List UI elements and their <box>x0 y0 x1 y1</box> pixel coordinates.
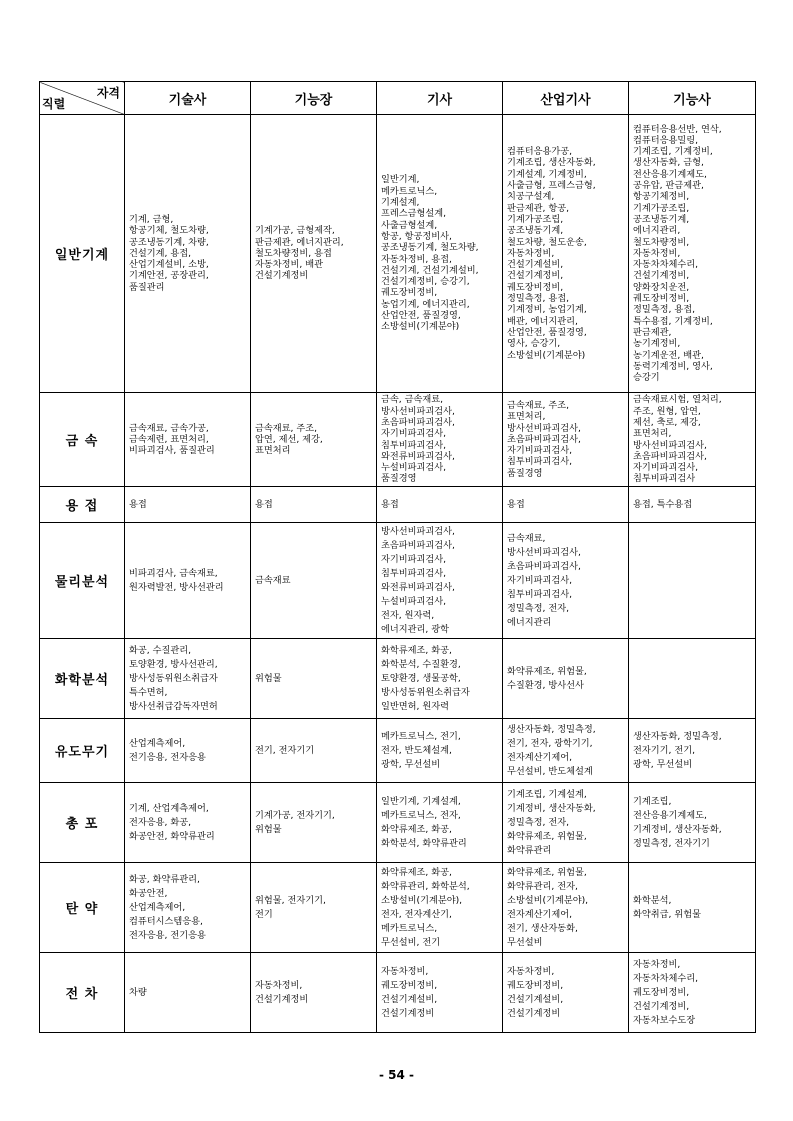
cell-line: 치공구설계, <box>507 191 555 203</box>
cell-line: 방사선비파괴검사, <box>507 422 581 434</box>
cell-line: 항공기체, 철도차량, <box>129 225 209 237</box>
cell-line: 판금제관, <box>633 326 672 338</box>
cell-line: 궤도장비정비, <box>381 287 438 299</box>
table-cell <box>503 393 629 487</box>
table-cell <box>125 953 251 1033</box>
cell-line: 화학분석, 수질환경, <box>381 658 461 670</box>
cell-line: 초음파비파괴검사, <box>633 450 707 462</box>
cell-line: 항공기체정비, <box>633 191 690 203</box>
page-number: - 54 - <box>378 1068 414 1082</box>
cell-line: 화약류관리, 전자, <box>507 880 578 892</box>
cell-line: 건설기계정비, <box>507 270 564 282</box>
cell-line: 기계조립, 생산자동화, <box>507 157 596 169</box>
table-cell <box>125 639 251 719</box>
cell-line: 화약류제조, 위험물, <box>507 665 587 677</box>
table-cell <box>377 487 503 523</box>
cell-line: 전기, 전자기기 <box>255 744 315 756</box>
cell-line: 정밀측정, 용접, <box>633 304 696 316</box>
cell-line: 에너지관리, 광학 <box>381 623 449 635</box>
cell-line: 무선설비, 전기 <box>381 936 441 948</box>
cell-line: 화공, 화약류관리, <box>129 873 200 885</box>
cell-line: 기계정비, 생산자동화, <box>507 802 596 814</box>
cell-line: 토양환경, 방사선관리, <box>129 658 218 670</box>
cell-line: 자기비파괴검사, <box>381 553 447 565</box>
cell-line: 전자계산기제어, <box>507 751 573 763</box>
cell-line: 궤도장비정비, <box>381 979 438 991</box>
cell-line: 전자, 반도체설계, <box>381 744 452 756</box>
cell-line: 배관, 에너지관리, <box>507 315 578 327</box>
table-cell <box>629 719 756 783</box>
cell-line: 산업계측제어, <box>129 901 186 913</box>
cell-line: 사출금형, 프레스금형, <box>507 180 596 192</box>
cell-line: 기계설계, 기계정비, <box>507 168 587 180</box>
cell-line: 기계안전, 공장관리, <box>129 270 209 282</box>
cell-line: 용접 <box>381 498 399 510</box>
cell-line: 화학류제조, 화공, <box>381 644 452 656</box>
table-cell <box>251 953 377 1033</box>
cell-line: 와전류비파괴검사, <box>381 450 455 462</box>
cell-line: 위험물 <box>255 823 282 835</box>
cell-line: 산업기계설비, 소방, <box>129 259 209 271</box>
cell-line: 전산응용기계제도, <box>633 168 707 180</box>
cell-line: 자기비파괴검사, <box>507 574 573 586</box>
cell-line: 비파괴검사, 금속재료, <box>129 567 218 579</box>
cell-line: 메카트로닉스, 전기, <box>381 730 461 742</box>
cell-line: 기계조립, 기계설계, <box>507 788 587 800</box>
table-row-chemical-analysis <box>40 639 756 719</box>
cell-line: 토양환경, 생물공학, <box>381 672 461 684</box>
cell-line: 금속재료, 주조, <box>255 422 318 434</box>
cell-line: 건설기계설비, <box>507 259 564 271</box>
cell-line: 침투비파괴검사, <box>381 567 447 579</box>
cell-line: 기계, 금형, <box>129 213 174 225</box>
cell-line: 산업안전, 품질경영, <box>381 309 461 321</box>
cell-line: 자동차차체수리, <box>633 972 699 984</box>
cell-line: 공조냉동기계, <box>507 225 564 237</box>
cell-line: 제선, 축로, 제강, <box>633 416 701 428</box>
table-row-metal <box>40 393 756 487</box>
corner-cell <box>40 82 125 115</box>
cell-line: 전기, 생산자동화, <box>507 922 578 934</box>
cell-line: 컴퓨터시스템응용, <box>129 915 203 927</box>
cell-line: 기계조립, 기계정비, <box>633 146 713 158</box>
cell-line: 화약류제조, 위험물, <box>507 866 587 878</box>
table-cell <box>503 953 629 1033</box>
table-cell <box>629 115 756 393</box>
cell-line: 수질환경, 방사선사 <box>507 679 584 691</box>
cell-line: 철도차량정비, <box>633 236 690 248</box>
cell-line: 일반기계, 기계설계, <box>381 795 461 807</box>
cell-line: 궤도장비정비, <box>507 979 564 991</box>
cell-line: 공조냉동기계, 철도차량, <box>381 242 479 254</box>
cell-line: 화약류제조, 화공, <box>381 866 452 878</box>
table-cell <box>251 639 377 719</box>
cell-line: 위험물 <box>255 672 282 684</box>
cell-line: 자동차정비, <box>507 247 555 259</box>
cell-line: 궤도장비정비, <box>633 293 690 305</box>
cell-line: 침투비파괴검사 <box>633 473 696 485</box>
cell-line: 화약류관리, 화학분석, <box>381 880 470 892</box>
cell-line: 산업계측제어, <box>129 737 186 749</box>
cell-line: 기계설계, <box>381 197 420 209</box>
cell-line: 침투비파괴검사, <box>507 456 573 468</box>
cell-line: 용접 <box>255 498 273 510</box>
table-cell <box>377 953 503 1033</box>
cell-line: 생산자동화, 정밀측정, <box>633 730 722 742</box>
cell-line: 방사선비파괴검사, <box>507 546 581 558</box>
table-body <box>40 115 756 1033</box>
cell-line: 화학분석, 화약류관리 <box>381 837 467 849</box>
cell-line: 건설기계정비 <box>507 1007 561 1019</box>
cell-line: 특수면허, <box>129 686 168 698</box>
cell-line: 원자력발전, 방사선관리 <box>129 581 224 593</box>
cell-line: 특수용접, 기계정비, <box>633 315 713 327</box>
table-cell <box>377 115 503 393</box>
cell-line: 건설기계정비, <box>633 270 690 282</box>
cell-line: 방사선취급감독자면허 <box>129 700 218 712</box>
cell-line: 기계조립, <box>633 795 672 807</box>
cell-line: 전자응용, 화공, <box>129 816 192 828</box>
cell-line: 용접, 특수용접 <box>633 498 693 510</box>
table-cell <box>629 393 756 487</box>
cell-line: 컴퓨터응용가공, <box>507 146 573 158</box>
cell-line: 화공안전, <box>129 887 168 899</box>
column-header: 기사 <box>377 82 503 115</box>
cell-line: 금속재료, 주조, <box>507 399 570 411</box>
cell-line: 판금제관, 에너지관리, <box>255 236 344 248</box>
cell-line: 전산응용기계제도, <box>633 809 707 821</box>
cell-line: 자동차정비, <box>255 979 303 991</box>
cell-line: 일반기계, <box>381 174 420 186</box>
cell-line: 건설기계정비, <box>633 1000 690 1012</box>
table-cell <box>251 863 377 953</box>
cell-line: 궤도장비정비, <box>507 281 564 293</box>
cell-line: 표면처리 <box>255 445 291 457</box>
cell-line: 자기비파괴검사, <box>381 428 447 440</box>
cell-line: 사출금형설계, <box>381 219 438 231</box>
cell-line: 메카트로닉스, <box>381 185 438 197</box>
cell-line: 전자, 전자계산기, <box>381 908 452 920</box>
cell-line: 영사, 승강기, <box>507 338 561 350</box>
cell-line: 전기응용, 전자응용 <box>129 751 206 763</box>
header-row <box>40 82 756 115</box>
table-cell <box>125 863 251 953</box>
cell-line: 기계정비, 농업기계, <box>507 304 587 316</box>
cell-line: 농업기계, 에너지관리, <box>381 298 470 310</box>
cell-line: 누설비파괴검사, <box>381 595 447 607</box>
cell-line: 공조냉동기계, <box>633 213 690 225</box>
cell-line: 산업안전, 품질경영, <box>507 326 587 338</box>
cell-line: 프레스금형설계, <box>381 208 447 220</box>
row-category: 금 속 <box>40 393 125 487</box>
cell-line: 컴퓨터응용선반, 연삭, <box>633 123 722 135</box>
cell-line: 전기 <box>255 908 273 920</box>
table-cell <box>377 719 503 783</box>
cell-line: 화약류관리 <box>507 844 552 856</box>
cell-line: 주조, 원형, 압연, <box>633 405 701 417</box>
row-category: 유도무기 <box>40 719 125 783</box>
cell-line: 침투비파괴검사, <box>381 439 447 451</box>
cell-line: 화약류제조, 화공, <box>381 823 452 835</box>
table-cell <box>251 115 377 393</box>
cell-line: 광학, 무선설비 <box>633 758 693 770</box>
cell-line: 기계가공, 전자기기, <box>255 809 335 821</box>
table-cell <box>377 523 503 639</box>
table-cell <box>629 783 756 863</box>
cell-line: 화공, 수질관리, <box>129 644 192 656</box>
cell-line: 누설비파괴검사, <box>381 462 447 474</box>
table-cell <box>503 523 629 639</box>
cell-line: 전기, 전자, 광학기기, <box>507 737 593 749</box>
cell-line: 용접 <box>507 498 525 510</box>
cell-line: 화약류제조, 위험물, <box>507 830 587 842</box>
cell-line: 컴퓨터응용밀링, <box>633 134 699 146</box>
cell-line: 항공, 항공정비사, <box>381 230 452 242</box>
corner-top-label: 자격 <box>96 86 120 100</box>
cell-line: 차량 <box>129 986 147 998</box>
cell-line: 기계, 산업계측제어, <box>129 802 209 814</box>
cell-line: 정밀측정, 전자기기 <box>633 837 710 849</box>
cell-line: 자동차정비, <box>381 965 429 977</box>
cell-line: 판금제관, 항공, <box>507 202 570 214</box>
cell-line: 방사성동위원소취급자 <box>129 672 218 684</box>
cell-line: 전자기기, 전기, <box>633 744 696 756</box>
corner-bottom-label: 직렬 <box>42 97 66 111</box>
table-cell <box>629 863 756 953</box>
cell-line: 건설기계정비 <box>255 270 309 282</box>
table-row-general-machine <box>40 115 756 393</box>
cell-line: 정밀측정, 전자, <box>507 816 570 828</box>
qualification-table <box>39 81 756 1033</box>
row-category: 일반기계 <box>40 115 125 393</box>
cell-line: 메카트로닉스, 전자, <box>381 809 461 821</box>
cell-line: 초음파비파괴검사, <box>507 433 581 445</box>
row-category: 총 포 <box>40 783 125 863</box>
cell-line: 소방설비(기계분야) <box>507 349 586 361</box>
cell-line: 광학, 무선설비 <box>381 758 441 770</box>
cell-line: 일반면허, 원자력 <box>381 700 449 712</box>
cell-line: 건설기계정비 <box>255 993 309 1005</box>
cell-line: 자동차정비, 용접, <box>381 253 452 265</box>
cell-line: 농기계정비, <box>633 338 681 350</box>
cell-line: 무선설비, 반도체설계 <box>507 765 593 777</box>
cell-line: 소방설비(기계분야), <box>507 894 589 906</box>
table-cell <box>503 719 629 783</box>
cell-line: 건설기계, 용접, <box>129 247 192 259</box>
row-category: 물리분석 <box>40 523 125 639</box>
cell-line: 철도차량, 철도운송, <box>507 236 587 248</box>
cell-line: 건설기계설비, <box>381 993 438 1005</box>
cell-line: 건설기계정비, 승강기, <box>381 276 470 288</box>
cell-line: 표면처리, <box>633 428 672 440</box>
cell-line: 자동차정비, 배관 <box>255 259 323 271</box>
cell-line: 침투비파괴검사, <box>507 588 573 600</box>
table-cell <box>125 115 251 393</box>
table-cell <box>125 783 251 863</box>
cell-line: 금속재료, 금속가공, <box>129 422 209 434</box>
table-row-guided-weapons <box>40 719 756 783</box>
cell-line: 금속, 금속재료, <box>381 394 444 406</box>
table-row-welding <box>40 487 756 523</box>
cell-line: 자동차정비, <box>507 965 555 977</box>
cell-line: 초음파비파괴검사, <box>507 560 581 572</box>
column-header: 기능장 <box>251 82 377 115</box>
cell-line: 공조냉동기계, 차량, <box>129 236 209 248</box>
cell-line: 품질관리 <box>129 281 165 293</box>
cell-line: 금속재료시험, 열처리, <box>633 394 722 406</box>
cell-line: 에너지관리 <box>507 616 552 628</box>
cell-line: 정밀측정, 용접, <box>507 293 570 305</box>
table-cell <box>125 393 251 487</box>
cell-line: 압연, 제선, 제강, <box>255 433 323 445</box>
cell-line: 방사선비파괴검사, <box>633 439 707 451</box>
cell-line: 품질경영 <box>381 473 417 485</box>
table-cell <box>503 783 629 863</box>
table-cell <box>125 487 251 523</box>
cell-line: 표면처리, <box>507 411 546 423</box>
column-header: 기술사 <box>125 82 251 115</box>
column-header: 산업기사 <box>503 82 629 115</box>
row-category: 탄 약 <box>40 863 125 953</box>
cell-line: 기계가공조립, <box>507 213 564 225</box>
cell-line: 와전류비파괴검사, <box>381 581 455 593</box>
cell-line: 생산자동화, 금형, <box>633 157 704 169</box>
table-cell <box>629 639 756 719</box>
cell-line: 방사선비파괴검사, <box>381 405 455 417</box>
cell-line: 자동차보수도장 <box>633 1014 696 1026</box>
cell-line: 건설기계, 건설기계설비, <box>381 264 479 276</box>
cell-line: 소방설비(기계분야) <box>381 321 460 333</box>
cell-line: 화학분석, <box>633 894 672 906</box>
table-cell <box>629 487 756 523</box>
row-category: 용 접 <box>40 487 125 523</box>
table-cell <box>125 523 251 639</box>
cell-line: 초음파비파괴검사, <box>381 539 455 551</box>
cell-line: 무선설비 <box>507 936 543 948</box>
cell-line: 자기비파괴검사, <box>633 462 699 474</box>
table-cell <box>251 719 377 783</box>
cell-line: 철도차량정비, 용접 <box>255 247 332 259</box>
row-category: 화학분석 <box>40 639 125 719</box>
table-cell <box>251 487 377 523</box>
cell-line: 기계가공, 금형제작, <box>255 225 335 237</box>
table-row-ammunition <box>40 863 756 953</box>
cell-line: 전자응용, 전기응용 <box>129 929 206 941</box>
cell-line: 전자계산기제어, <box>507 908 573 920</box>
table-cell <box>629 523 756 639</box>
cell-line: 건설기계정비 <box>381 1007 435 1019</box>
cell-line: 비파괴검사, 품질관리 <box>129 445 215 457</box>
cell-line: 기계정비, 생산자동화, <box>633 823 722 835</box>
table-cell <box>503 487 629 523</box>
cell-line: 에너지관리, <box>633 225 681 237</box>
cell-line: 화약취급, 위험물 <box>633 908 701 920</box>
table-row-guns <box>40 783 756 863</box>
cell-line: 메카트로닉스, <box>381 922 438 934</box>
cell-line: 양화장치운전, <box>633 281 690 293</box>
table-cell <box>251 783 377 863</box>
cell-line: 용접 <box>129 498 147 510</box>
table-row-tanks <box>40 953 756 1033</box>
cell-line: 자동차차체수리, <box>633 259 699 271</box>
cell-line: 자동차정비, <box>633 247 681 259</box>
table-cell <box>251 393 377 487</box>
table-row-physical-analysis <box>40 523 756 639</box>
cell-line: 위험물, 전자기기, <box>255 894 326 906</box>
cell-line: 방사선비파괴검사, <box>381 525 455 537</box>
cell-line: 자동차정비, <box>633 958 681 970</box>
cell-line: 자기비파괴검사, <box>507 445 573 457</box>
cell-line: 소방설비(기계분야), <box>381 894 463 906</box>
cell-line: 화공안전, 화약류관리 <box>129 830 215 842</box>
table-cell <box>503 863 629 953</box>
cell-line: 승강기 <box>633 372 660 384</box>
cell-line: 금속재료, <box>507 532 546 544</box>
table-cell <box>251 523 377 639</box>
table-cell <box>503 115 629 393</box>
column-header: 기능사 <box>629 82 756 115</box>
table-cell <box>503 639 629 719</box>
cell-line: 동력기계정비, 영사, <box>633 360 713 372</box>
cell-line: 농기계운전, 배관, <box>633 349 704 361</box>
cell-line: 기계가공조립, <box>633 202 690 214</box>
cell-line: 초음파비파괴검사, <box>381 416 455 428</box>
cell-line: 전자, 원자력, <box>381 609 435 621</box>
cell-line: 금속재료 <box>255 574 291 586</box>
cell-line: 방사성동위원소취급자 <box>381 686 470 698</box>
cell-line: 품질경영 <box>507 467 543 479</box>
cell-line: 건설기계설비, <box>507 993 564 1005</box>
table-cell <box>377 783 503 863</box>
table-cell <box>377 639 503 719</box>
table-cell <box>629 953 756 1033</box>
table-cell <box>377 863 503 953</box>
cell-line: 공유압, 판금제관, <box>633 180 704 192</box>
cell-line: 정밀측정, 전자, <box>507 602 570 614</box>
cell-line: 금속제련, 표면처리, <box>129 433 209 445</box>
cell-line: 생산자동화, 정밀측정, <box>507 723 596 735</box>
row-category: 전 차 <box>40 953 125 1033</box>
table-cell <box>377 393 503 487</box>
cell-line: 궤도장비정비, <box>633 986 690 998</box>
table-cell <box>125 719 251 783</box>
